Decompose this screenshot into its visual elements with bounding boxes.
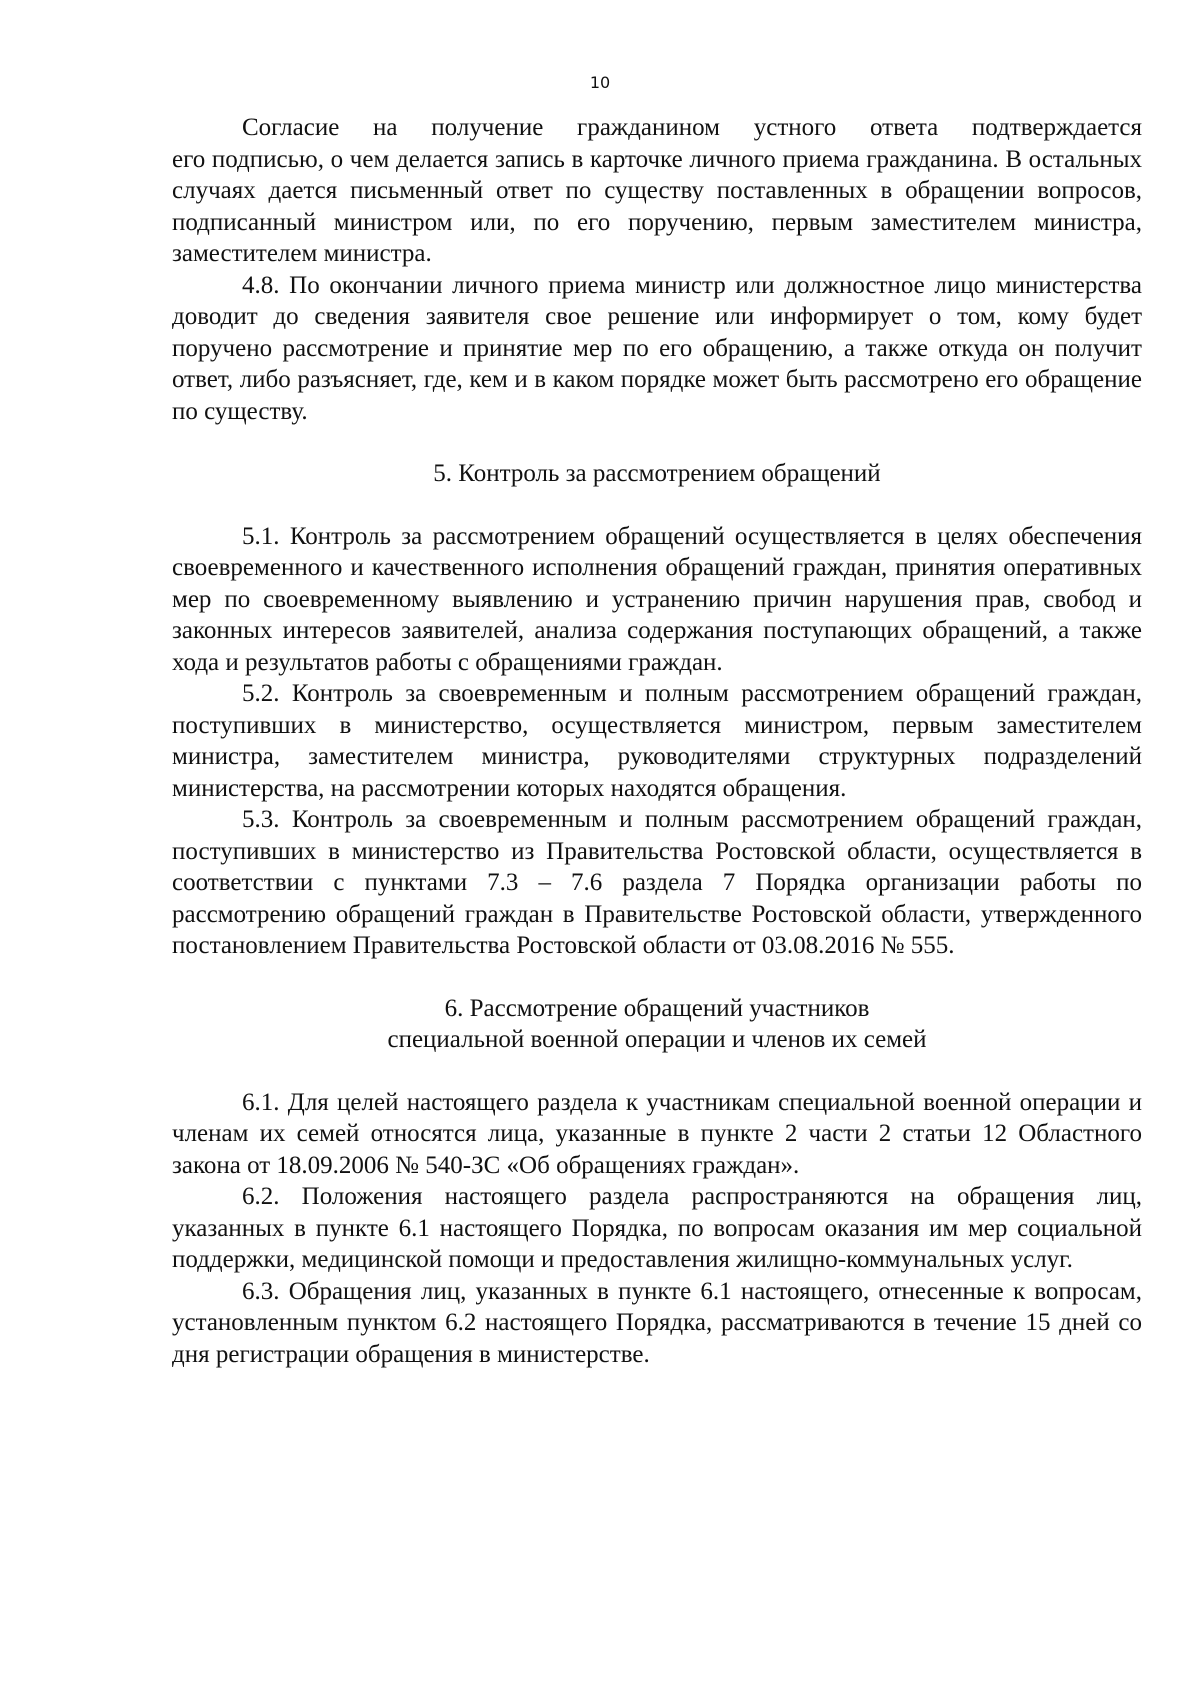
document-body bbox=[172, 112, 1142, 1370]
spacer bbox=[172, 490, 1142, 521]
paragraph-4-8: 4.8. По окончании личного приема министр или должностное лицо министерства доводит до сведения заявителя свое решение или информирует о том, кому будет поручено рассмотрение и принятие мер по его обращению, а также откуда он получит ответ, либо разъясняет, где, кем и в каком порядке может быть рассмотрено его обращение по существу. bbox=[172, 271, 1142, 425]
spacer bbox=[172, 427, 1142, 458]
paragraph-consent-first-line: Согласие на получение гражданином устного ответа подтверждается bbox=[242, 114, 1142, 141]
paragraph-6-1: 6.1. Для целей настоящего раздела к участникам специальной военной операции и членам их семей относятся лица, указанные в пункте 2 части 2 статьи 12 Областного закона от 18.09.2006 № 540-ЗС «Об обращениях граждан». bbox=[172, 1088, 1142, 1179]
paragraph-5-1: 5.1. Контроль за рассмотрением обращений осуществляется в целях обеспечения своевременного и качественного исполнения обращений граждан, принятия оперативных мер по своевременному выявлению и устранению причин нарушения прав, свобод и законных интересов заявителей, анализа содержания поступающих обращений, а также хода и результатов работы с обращениями граждан. bbox=[172, 522, 1142, 676]
paragraph-consent-continuation: его подписью, о чем делается запись в карточке личного приема гражданина. В остальных случаях дается письменный ответ по существу поставленных в обращении вопросов, подписанный министром или, по его поручению, первым заместителем министра, заместителем министра. bbox=[172, 145, 1142, 267]
spacer bbox=[172, 1056, 1142, 1087]
section-6-heading-line-1: 6. Рассмотрение обращений участников bbox=[444, 994, 870, 1022]
spacer bbox=[172, 962, 1142, 993]
section-5-heading: 5. Контроль за рассмотрением обращений bbox=[433, 460, 881, 487]
paragraph-6-3: 6.3. Обращения лиц, указанных в пункте 6.1 настоящего, отнесенные к вопросам, установленным пунктом 6.2 настоящего Порядка, рассматриваются в течение 15 дней со дня регистрации обращения в министерстве. bbox=[172, 1277, 1142, 1368]
paragraph-5-3: 5.3. Контроль за своевременным и полным рассмотрением обращений граждан, поступивших в министерство из Правительства Ростовской области, осуществляется в соответствии с пунктами 7.3 – 7.6 раздела 7 Порядка организации работы по рассмотрению обращений граждан в Правительстве Ростовской области, утвержденного постановлением Правительства Ростовской области от 03.08.2016 № 555. bbox=[172, 806, 1142, 959]
paragraph-6-2: 6.2. Положения настоящего раздела распространяются на обращения лиц, указанных в пункте 6.1 настоящего Порядка, по вопросам оказания им мер социальной поддержки, медицинской помощи и предоставления жилищно-коммунальных услуг. bbox=[172, 1183, 1142, 1273]
paragraph-5-2: 5.2. Контроль за своевременным и полным рассмотрением обращений граждан, поступивших в министерство, осуществляется министром, первым заместителем министра, заместителем министра, руководителями структурных подразделений министерства, на рассмотрении которых находятся обращения. bbox=[172, 680, 1142, 802]
section-6-heading-line-2: специальной военной операции и членов их семей bbox=[387, 1026, 927, 1053]
page-number: 10 bbox=[589, 73, 611, 92]
